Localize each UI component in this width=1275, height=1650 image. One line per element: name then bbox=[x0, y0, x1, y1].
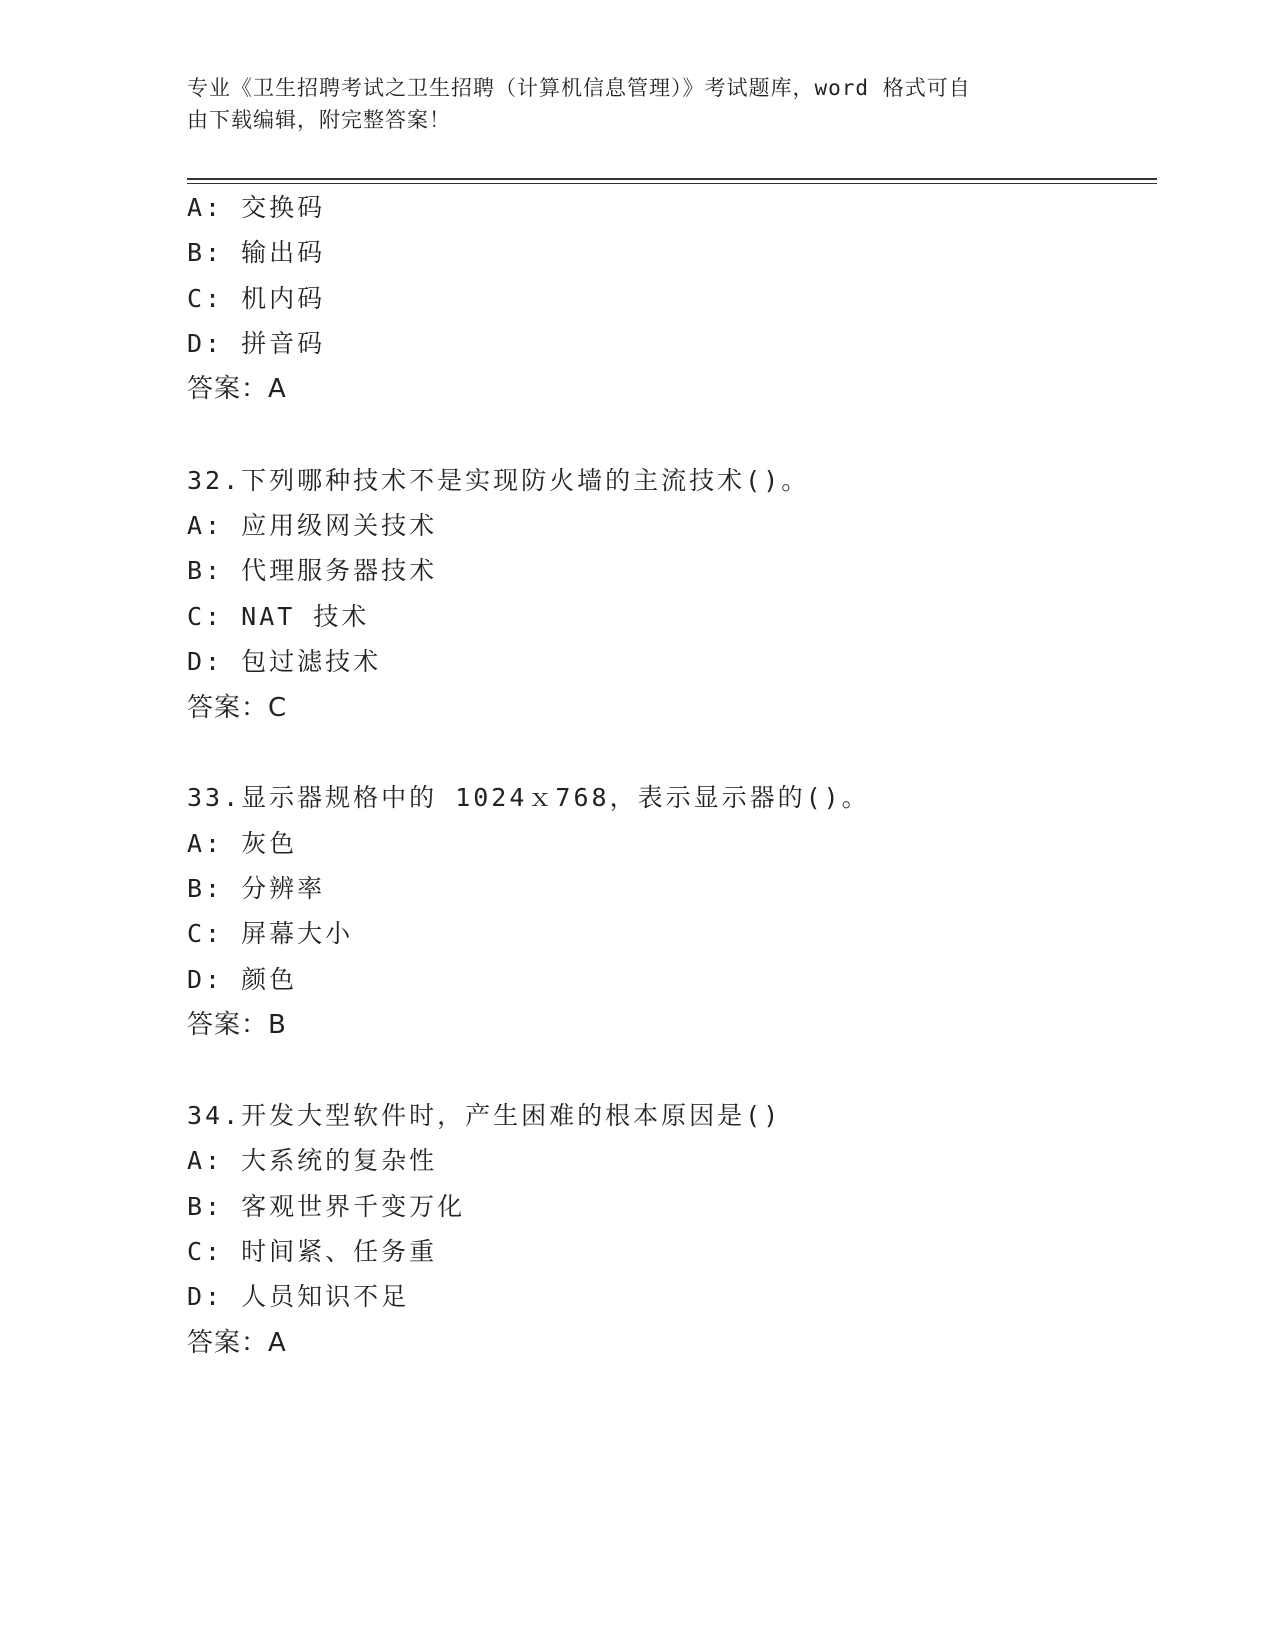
header-divider-thin bbox=[187, 183, 1157, 184]
q31-option-b: B: 输出码 bbox=[187, 238, 326, 267]
q32-option-a: A: 应用级网关技术 bbox=[187, 511, 438, 540]
q33-option-a: A: 灰色 bbox=[187, 829, 298, 858]
document-header bbox=[187, 72, 1087, 136]
q34-option-b: B: 客观世界千变万化 bbox=[187, 1192, 466, 1221]
q33-stem: 33.显示器规格中的 1024ｘ768，表示显示器的()。 bbox=[187, 783, 870, 812]
q34-option-a: A: 大系统的复杂性 bbox=[187, 1146, 438, 1175]
q32-option-b: B: 代理服务器技术 bbox=[187, 556, 438, 585]
header-divider bbox=[187, 178, 1157, 180]
q31-option-d: D: 拼音码 bbox=[187, 329, 326, 358]
q31-option-a: A: 交换码 bbox=[187, 193, 326, 222]
q34-answer: 答案：A bbox=[187, 1328, 287, 1358]
q31-answer: 答案：A bbox=[187, 374, 287, 404]
q31-option-c: C: 机内码 bbox=[187, 284, 326, 313]
q33-option-d: D: 颜色 bbox=[187, 965, 298, 994]
q33-option-c: C: 屏幕大小 bbox=[187, 919, 354, 948]
q34-stem: 34.开发大型软件时，产生困难的根本原因是() bbox=[187, 1101, 782, 1130]
q34-option-c: C: 时间紧、任务重 bbox=[187, 1237, 438, 1266]
q33-answer: 答案：B bbox=[187, 1010, 287, 1040]
header-line-2: 由下载编辑，附完整答案！ bbox=[187, 108, 451, 132]
q32-option-d: D: 包过滤技术 bbox=[187, 647, 382, 676]
q34-option-d: D: 人员知识不足 bbox=[187, 1282, 410, 1311]
q33-option-b: B: 分辨率 bbox=[187, 874, 326, 903]
header-line-1: 专业《卫生招聘考试之卫生招聘（计算机信息管理）》考试题库，word 格式可自 bbox=[187, 76, 971, 100]
q32-option-c: C: NAT 技术 bbox=[187, 602, 370, 631]
q32-answer: 答案：C bbox=[187, 693, 288, 723]
q32-stem: 32.下列哪种技术不是实现防火墙的主流技术()。 bbox=[187, 466, 810, 495]
